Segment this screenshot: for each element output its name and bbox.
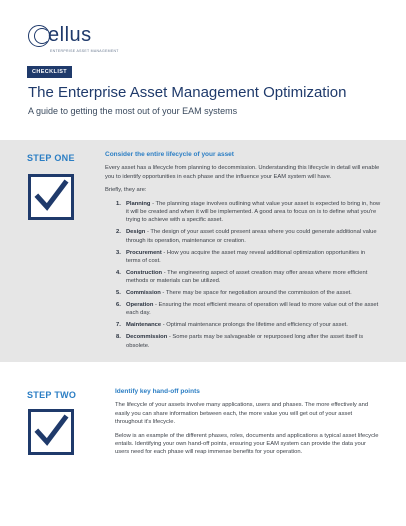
page-title: The Enterprise Asset Management Optimization: [28, 84, 347, 101]
step-two-heading: Identify key hand-off points: [115, 388, 200, 395]
lifecycle-list: [105, 200, 381, 350]
checkmark-box-icon: [28, 409, 74, 455]
step-two-para2: Below is an example of the different phases, roles, documents and applications a typical asset lifecycle entails. Identifying your own hand-off points, ensuring your EAM system can provide the data your users need for each phase will reap immense benefits for your operation.: [115, 432, 379, 456]
step-two-content: [115, 387, 381, 462]
step-one-intro: Every asset has a lifecycle from planning to decommission. Understanding this lifecycle in detail will enable you to identify opportunities in each phase and the influence your EAM system will have.: [105, 165, 380, 180]
checkmark-box-icon: [28, 174, 74, 220]
step-one-lead: Briefly, they are:: [105, 187, 147, 194]
logo-wordmark: ellus: [48, 24, 92, 46]
step-one-label: STEP ONE: [27, 153, 75, 163]
list-item: 4. Construction - The engineering aspect of asset creation may offer areas where more efficient methods or materials can be utilized.: [116, 269, 368, 285]
step-two-label: STEP TWO: [27, 390, 77, 400]
step-one-content: [105, 150, 381, 353]
list-item: 1. Planning - The planning stage involves outlining what value your asset is expected to bring in, how it will be created and when it will be implemented. A good area to focus on is to define what you're trying to achieve with a specific asset.: [116, 200, 381, 224]
list-item: 8. Decommission - Some parts may be salvageable or repurposed long after the asset itself is obsolete.: [116, 334, 364, 349]
step-one-heading: Consider the entire lifecycle of your asset: [105, 151, 234, 158]
list-item: 5. Commission - There may be space for negotiation around the commission of the asset.: [116, 290, 352, 297]
cellus-logo: [28, 22, 119, 53]
checklist-badge: CHECKLIST: [27, 66, 72, 78]
list-item: 2. Design - The design of your asset could present areas where you could generate additional value through its operation, maintenance or creation.: [116, 229, 377, 244]
list-item: 7. Maintenance - Optimal maintenance prolongs the lifetime and efficiency of your asset.: [116, 322, 348, 329]
list-item: 6. Operation - Ensuring the most efficient means of operation will lead to more value out of the asset each day.: [116, 302, 379, 317]
step-two-section: [0, 378, 406, 478]
step-one-section: [0, 140, 406, 362]
page-subtitle: A guide to getting the most out of your EAM systems: [28, 106, 238, 116]
list-item: 3. Procurement - How you acquire the asset may reveal additional optimization opportunities in terms of cost.: [116, 249, 366, 264]
step-two-para1: The lifecycle of your assets involve many applications, users and phases. The more effectively and easily you can share information between each, the more value you will get out of your asset throughout it's lifecycle.: [115, 402, 369, 426]
logo-tagline: ENTERPRISE ASSET MANAGEMENT: [50, 49, 119, 53]
